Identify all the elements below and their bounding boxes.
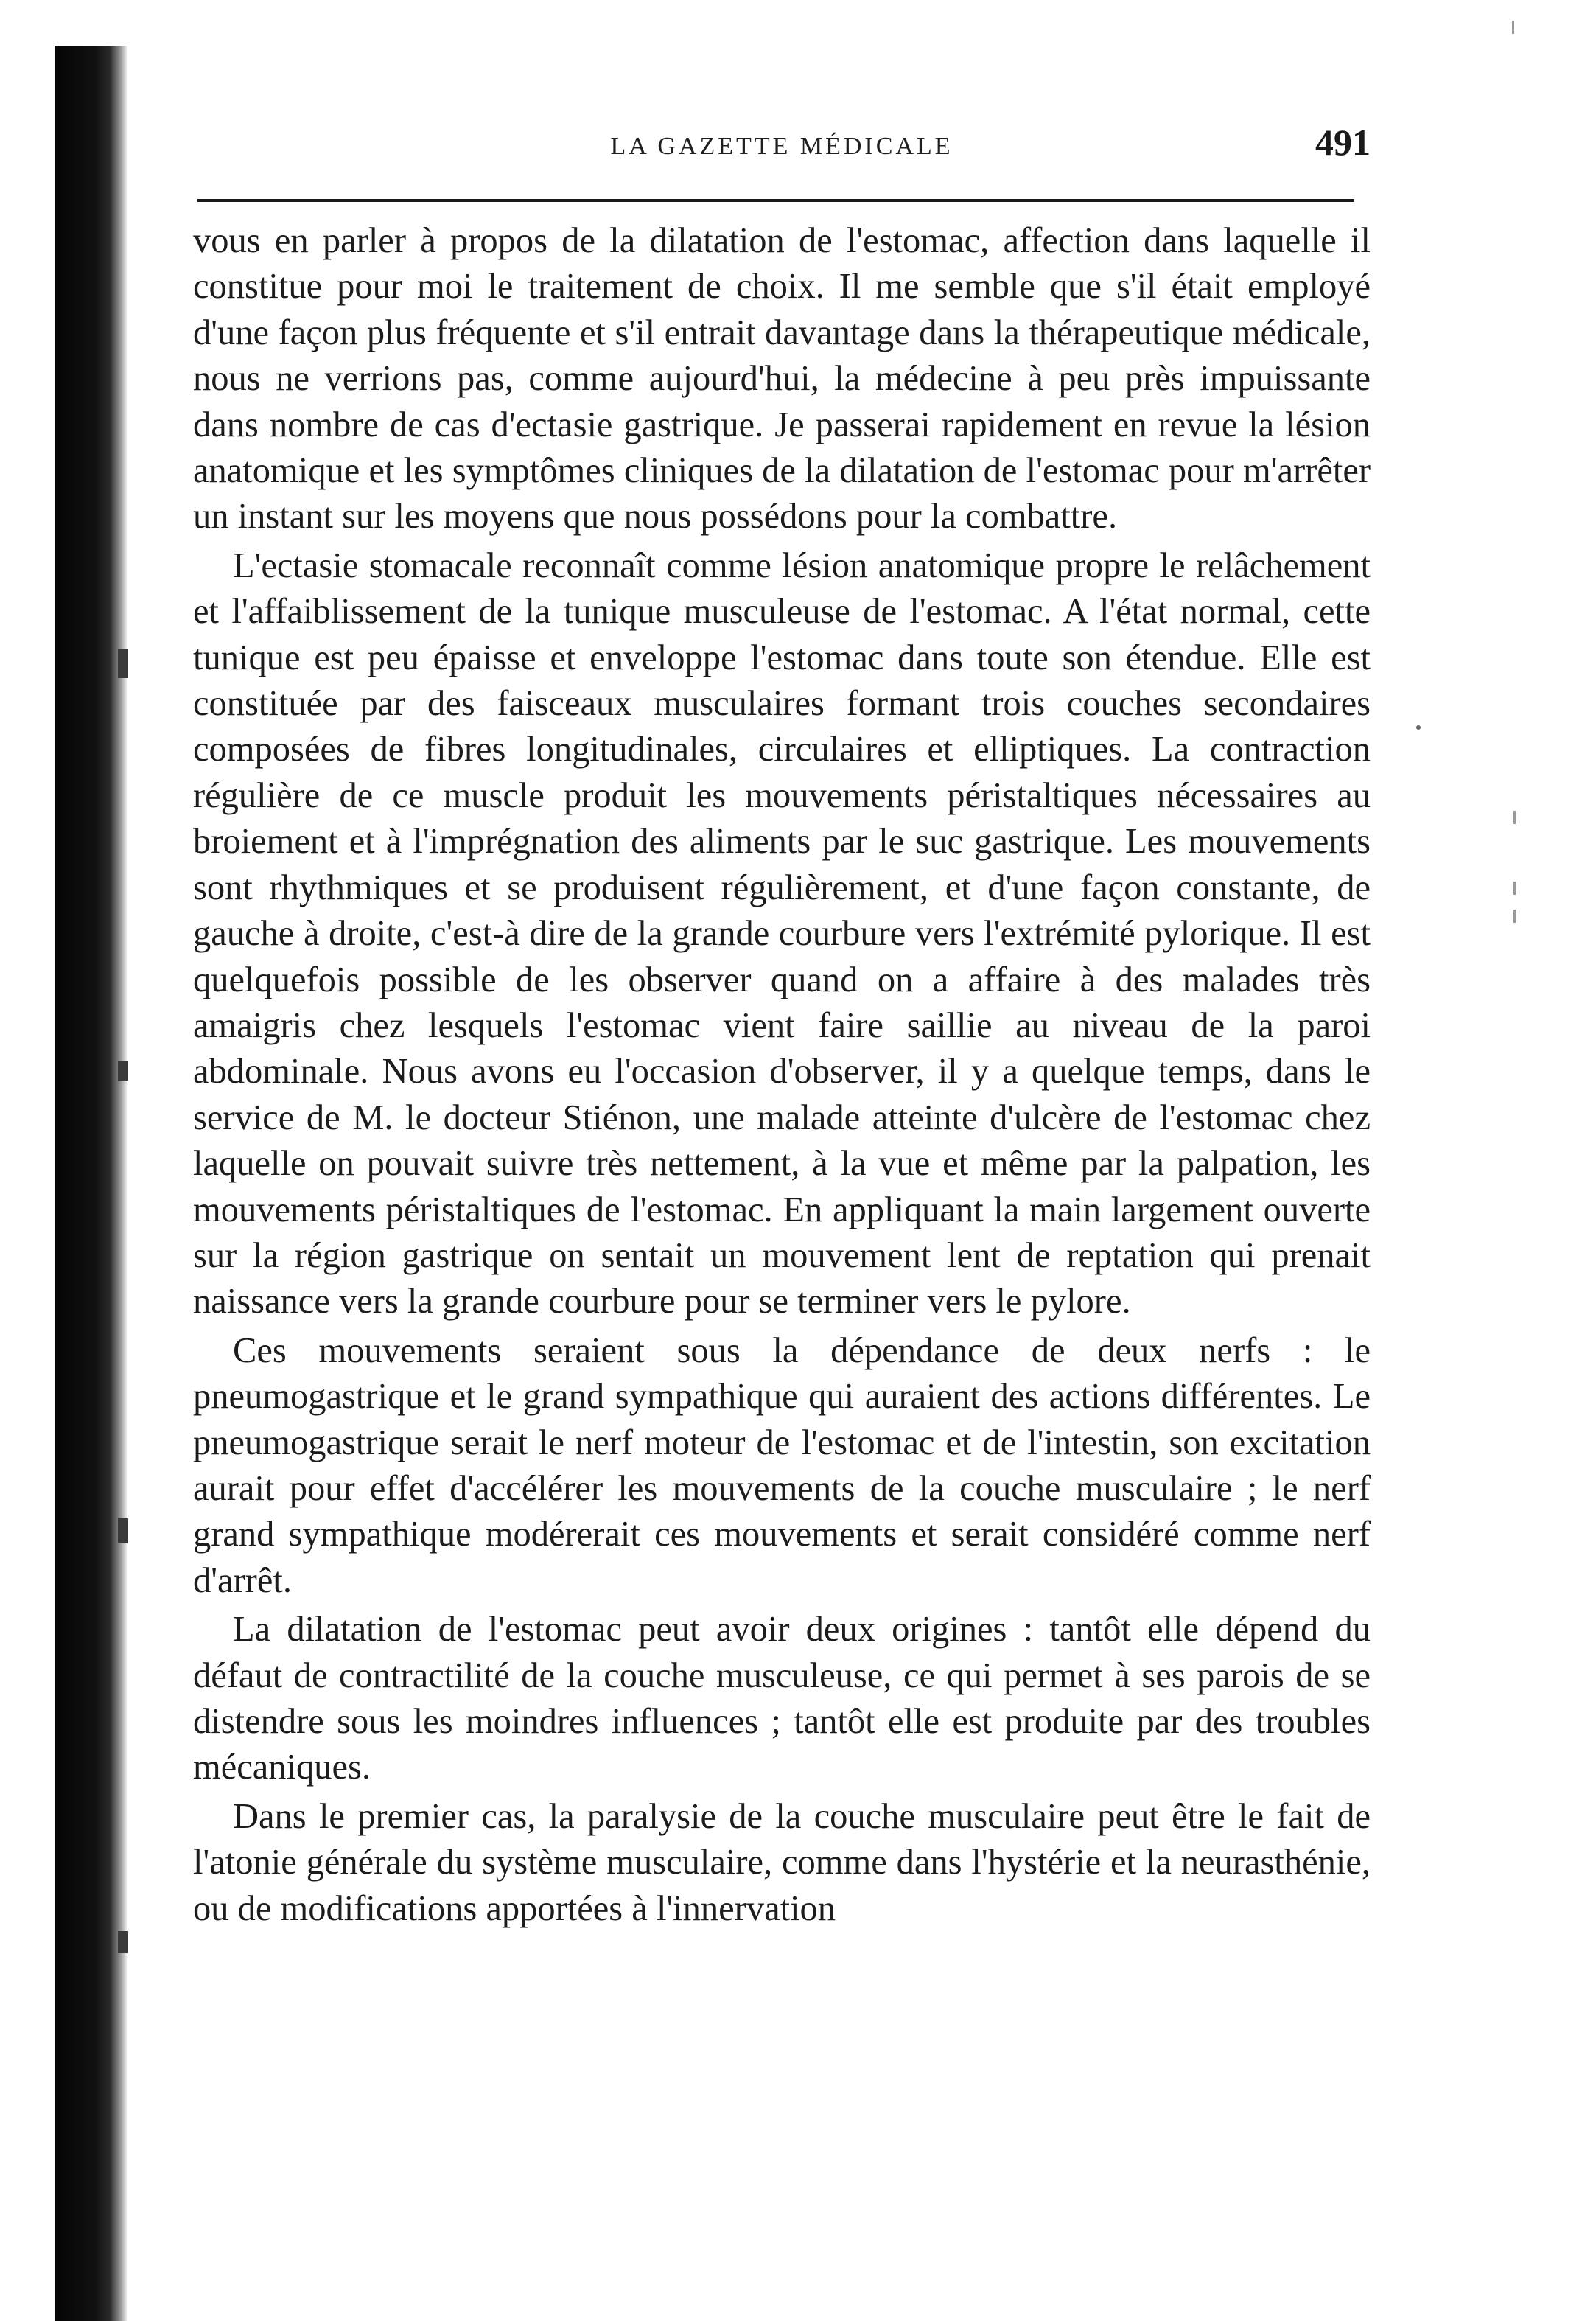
document-page xyxy=(193,118,1371,1935)
binding-speckle xyxy=(118,649,128,678)
page-number: 491 xyxy=(1315,122,1371,163)
running-header xyxy=(193,118,1371,177)
body-text xyxy=(193,218,1371,1932)
binding-speckle xyxy=(118,1061,128,1081)
margin-mark xyxy=(1513,882,1516,895)
margin-mark xyxy=(1513,811,1516,824)
binding-speckle xyxy=(118,1518,128,1543)
running-title: LA GAZETTE MÉDICALE xyxy=(610,133,953,160)
paragraph: L'ectasie stomacale reconnaît comme lésion anatomique propre le relâchement et l'affaiblissement de la tunique musculeuse de l'estomac. A l'état normal, cette tunique est peu épaisse et enveloppe l'estomac dans toute son étendue. Elle est constituée par des faisceaux musculaires formant trois couches secondaires composées de fibres longitudinales, circulaires et elliptiques. La contraction régulière de ce muscle produit les mouvements péristaltiques nécessaires au broiement et à l'imprégnation des aliments par le suc gastrique. Les mouvements sont rhythmiques et se produisent régulièrement, et d'une façon constante, de gauche à droite, c'est-à dire de la grande courbure vers l'extrémité pylorique. Il est quelquefois possible de les observer quand on a affaire à des malades très amaigris chez lesquels l'estomac vient faire saillie au niveau de la paroi abdominale. Nous avons eu l'occasion d'observer, il y a quelque temps, dans le service de M. le docteur Stiénon, une malade atteinte d'ulcère de l'estomac chez laquelle on pouvait suivre très nettement, à la vue et même par la palpation, les mouvements péristaltiques de l'estomac. En appliquant la main largement ouverte sur la région gastrique on sentait un mouvement lent de reptation qui prenait naissance vers la grande courbure pour se terminer vers le pylore. xyxy=(193,545,1371,1322)
margin-mark xyxy=(1416,725,1421,730)
margin-mark xyxy=(1513,910,1516,923)
margin-mark xyxy=(1512,21,1514,34)
binding-speckle xyxy=(118,1931,128,1953)
book-binding-edge xyxy=(55,46,128,2321)
paragraph: La dilatation de l'estomac peut avoir deux origines : tantôt elle dépend du défaut de contractilité de la couche musculeuse, ce qui permet à ses parois de se distendre sous les moindres influences ; tantôt elle est produite par des troubles mécaniques. xyxy=(193,1610,1371,1787)
paragraph: vous en parler à propos de la dilatation de l'estomac, affection dans laquelle il constitue pour moi le traitement de choix. Il me semble que s'il était employé d'une façon plus fréquente et s'il entrait davantage dans la thérapeutique médicale, nous ne verrions pas, comme aujourd'hui, la médecine à peu près impuissante dans nombre de cas d'ectasie gastrique. Je passerai rapidement en revue la lésion anatomique et les symptômes cliniques de la dilatation de l'estomac pour m'arrêter un instant sur les moyens que nous possédons pour la combattre. xyxy=(193,221,1371,537)
header-rule xyxy=(197,199,1354,202)
paragraph: Ces mouvements seraient sous la dépendance de deux nerfs : le pneumogastrique et le grand sympathique qui auraient des actions différentes. Le pneumogastrique serait le nerf moteur de l'estomac et de l'intestin, son excitation aurait pour effet d'accélérer les mouvements de la couche musculaire ; le nerf grand sympathique modérerait ces mouvements et serait considéré comme nerf d'arrêt. xyxy=(193,1330,1371,1600)
paragraph: Dans le premier cas, la paralysie de la couche musculaire peut être le fait de l'atonie générale du système musculaire, comme dans l'hystérie et la neurasthénie, ou de modifications apportées à l'innervation xyxy=(193,1796,1371,1928)
